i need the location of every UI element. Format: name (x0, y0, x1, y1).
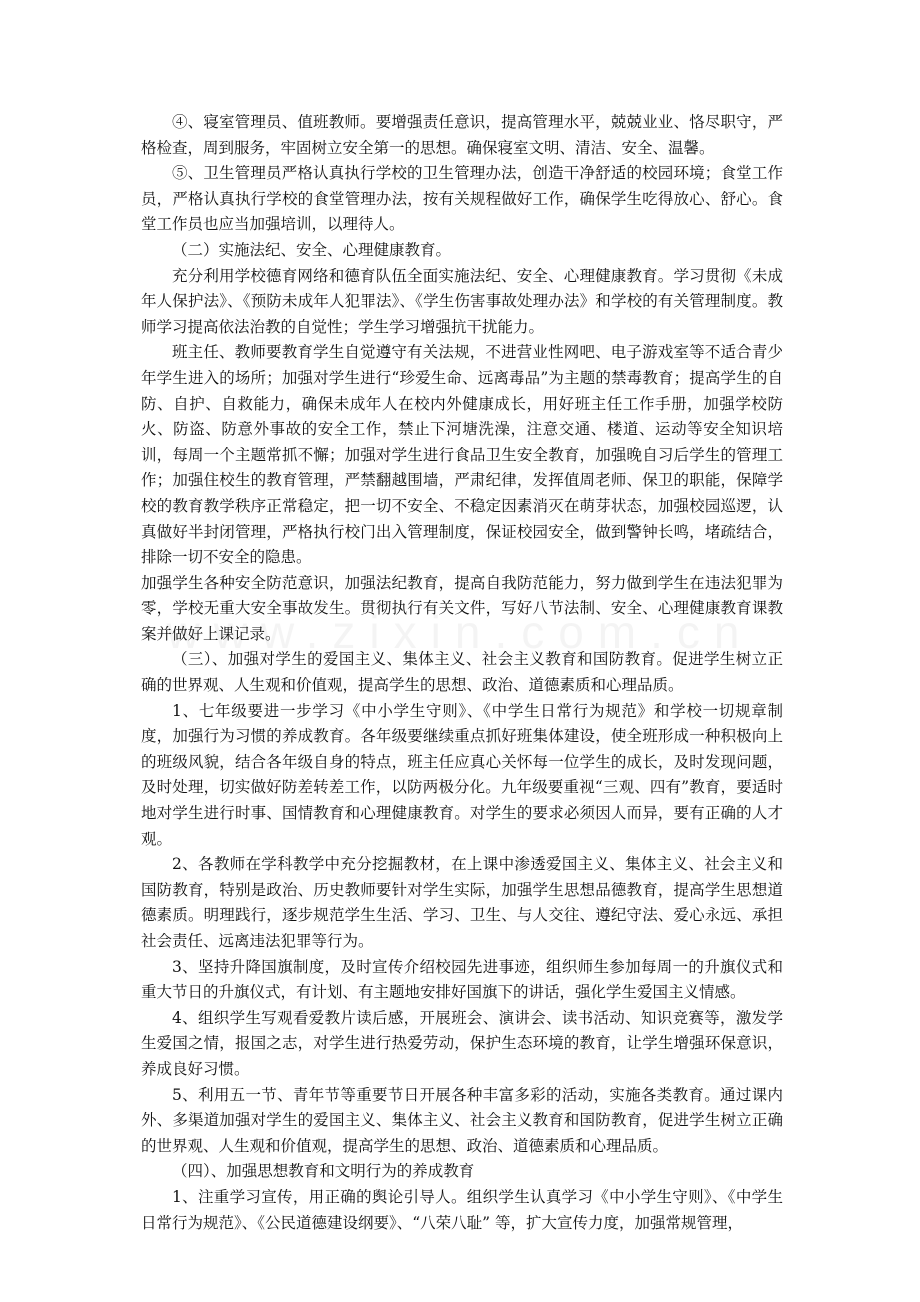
section-heading-2: （二）实施法纪、安全、心理健康教育。 (172, 240, 452, 259)
section-heading-4: （四）、加强思想教育和文明行为的养成教育 (172, 1162, 475, 1181)
paragraph-item-1: 1、七年级要进一步学习《中小学生守则》、《中学生日常行为规范》和学校一切规章制度，加强行为习惯的养成教育。各年级要继续重点抓好班集体建设，使全班形成一种积极向上的班级风貌，结合各年级自身的特点，班主任应真心关怀每一位学生的成长，及时发现问题，及时处理，切实做好防差转差工作，以防两极分化。九年级要重视“三观、四有”教育，要适时地对学生进行时事、国情教育和心理健康教育。对学生的要求必须因人而异，要有正确的人才观。 (141, 701, 783, 848)
paragraph-teacher-duties: 班主任、教师要教育学生自觉遵守有关法规，不进营业性网吧、电子游戏室等不适合青少年学生进入的场所；加强对学生进行“珍爱生命、远离毒品”为主题的禁毒教育；提高学生的自防、自护、自救能力，确保未成年人在校内外健康成长，用好班主任工作手册，加强学校防火、防盗、防意外事故的安全工作，禁止下河塘洗澡，注意交通、楼道、运动等安全知识培训，每周一个主题常抓不懈；加强对学生进行食品卫生安全教育，加强晚自习后学生的管理工作；加强住校生的教育管理，严禁翻越围墙，严肃纪律，发挥值周老师、保卫的职能，保障学校的教育教学秩序正常稳定，把一切不安全、不稳定因素消灭在萌芽状态，加强校园巡逻，认真做好半封闭管理，严格执行校门出入管理制度，保证校园安全，做到警钟长鸣，堵疏结合，排除一切不安全的隐患。 (141, 343, 783, 567)
paragraph-dorm-manager: ④、寝室管理员、值班教师。要增强责任意识，提高管理水平，兢兢业业、恪尽职守，严格检查，周到服务，牢固树立安全第一的思想。确保寝室文明、清洁、安全、温馨。 (141, 113, 783, 157)
paragraph-safety-awareness: 加强学生各种安全防范意识，加强法纪教育，提高自我防范能力，努力做到学生在违法犯罪为零，学校无重大安全事故发生。贯彻执行有关文件，写好八节法制、安全、心理健康教育课教案并做好上课记录。 (141, 573, 783, 643)
paragraph-item-5: 5、利用五一节、青年节等重要节日开展各种丰富多彩的活动，实施各类教育。通过课内外、多渠道加强对学生的爱国主义、集体主义、社会主义教育和国防教育，促进学生树立正确的世界观、人生观和价值观，提高学生的思想、政治、道德素质和心理品质。 (141, 1085, 783, 1155)
section-heading-3: （三）、加强对学生的爱国主义、集体主义、社会主义教育和国防教育。促进学生树立正确的世界观、人生观和价值观，提高学生的思想、政治、道德素质和心理品质。 (141, 650, 783, 695)
paragraph-item-3: 3、坚持升降国旗制度，及时宣传介绍校园先进事迹，组织师生参加每周一的升旗仪式和重大节日的升旗仪式，有计划、有主题地安排好国旗下的讲话，强化学生爱国主义情感。 (141, 957, 783, 1002)
paragraph-item-2: 2、各教师在学科教学中充分挖掘教材，在上课中渗透爱国主义、集体主义、社会主义和国防教育，特别是政治、历史教师要针对学生实际，加强学生思想品德教育，提高学生思想道德素质。明理践行，逐步规范学生生活、学习、卫生、与人交往、遵纪守法、爱心永远、承担社会责任、远离违法犯罪等行为。 (141, 855, 783, 950)
document-body (141, 110, 783, 1236)
paragraph-legal-safety: 充分利用学校德育网络和德育队伍全面实施法纪、安全、心理健康教育。学习贯彻《未成年人保护法》、《预防未成年人犯罪法》、《学生伤害事故处理办法》和学校的有关管理制度。教师学习提高依法治教的自觉性；学生学习增强抗干扰能力。 (141, 266, 783, 336)
paragraph-hygiene-manager: ⑤、卫生管理员严格认真执行学校的卫生管理办法，创造干净舒适的校园环境；食堂工作员，严格认真执行学校的食堂管理办法，按有关规程做好工作，确保学生吃得放心、舒心。食堂工作员也应当加强培训，以理待人。 (141, 164, 783, 234)
paragraph-section4-item-1: 1、注重学习宣传，用正确的舆论引导人。组织学生认真学习《中小学生守则》、《中学生日常行为规范》、《公民道德建设纲要》、“八荣八耻” 等，扩大宣传力度，加强常规管理， (141, 1187, 783, 1232)
paragraph-item-4: 4、组织学生写观看爱教片读后感，开展班会、演讲会、读书活动、知识竞赛等，激发学生爱国之情，报国之志，对学生进行热爱劳动，保护生态环境的教育，让学生增强环保意识，养成良好习惯。 (141, 1008, 783, 1078)
